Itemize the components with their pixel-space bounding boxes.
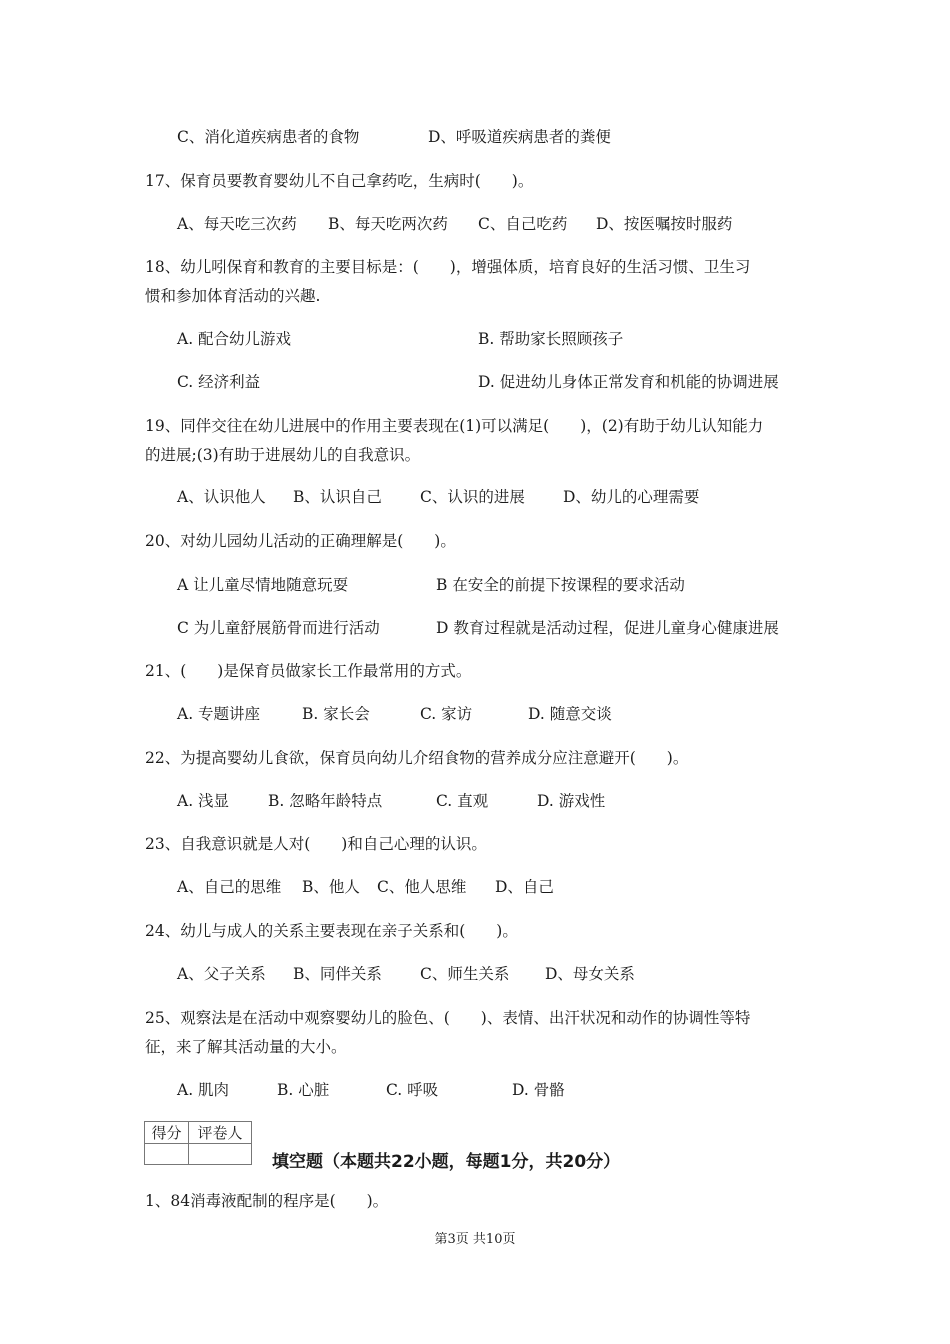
q22-option-a: A. 浅显	[177, 792, 230, 810]
q24-stem: 24、幼儿与成人的关系主要表现在亲子关系和( )。	[145, 922, 518, 940]
q25-option-b: B. 心脏	[277, 1081, 330, 1099]
q21-option-a: A. 专题讲座	[177, 705, 261, 723]
q25-option-d: D. 骨骼	[512, 1081, 565, 1099]
q25-stem-line2: 征，来了解其活动量的大小。	[145, 1038, 347, 1056]
q21-stem: 21、( )是保育员做家长工作最常用的方式。	[145, 662, 472, 680]
score-label: 得分	[145, 1122, 189, 1144]
q21-option-c: C. 家访	[420, 705, 473, 723]
q24-option-c: C、师生关系	[420, 965, 510, 983]
q25-option-a: A. 肌肉	[177, 1081, 230, 1099]
q17-stem: 17、保育员要教育婴幼儿不自己拿药吃，生病时( )。	[145, 172, 534, 190]
score-box	[144, 1121, 252, 1165]
q17-option-c: C、自己吃药	[478, 215, 568, 233]
q24-option-b: B、同伴关系	[293, 965, 382, 983]
q22-stem: 22、为提高婴幼儿食欲，保育员向幼儿介绍食物的营养成分应注意避开( )。	[145, 749, 689, 767]
q18-option-d: D. 促进幼儿身体正常发育和机能的协调进展	[478, 373, 779, 391]
q18-option-b: B. 帮助家长照顾孩子	[478, 330, 624, 348]
q19-stem-line1: 19、同伴交往在幼儿进展中的作用主要表现在(1)可以满足( )，(2)有助于幼儿认知能力	[145, 417, 764, 435]
q21-option-d: D. 随意交谈	[528, 705, 612, 723]
q20-option-d: D 教育过程就是活动过程，促进儿童身心健康进展	[436, 619, 779, 637]
q19-option-a: A、认识他人	[177, 488, 266, 506]
q19-option-c: C、认识的进展	[420, 488, 525, 506]
page-footer: 第3页 共10页	[434, 1232, 516, 1247]
q19-stem-line2: 的进展;(3)有助于进展幼儿的自我意识。	[145, 446, 421, 464]
grader-label: 评卷人	[189, 1122, 252, 1144]
q22-option-b: B. 忽略年龄特点	[268, 792, 383, 810]
q21-option-b: B. 家长会	[302, 705, 370, 723]
q16-option-d: D、呼吸道疾病患者的粪便	[428, 128, 611, 146]
score-cell	[145, 1144, 189, 1165]
q22-option-d: D. 游戏性	[537, 792, 606, 810]
q18-option-c: C. 经济利益	[177, 373, 261, 391]
q23-option-b: B、他人	[302, 878, 360, 896]
q23-stem: 23、自我意识就是人对( )和自己心理的认识。	[145, 835, 487, 853]
q17-option-d: D、按医嘱按时服药	[596, 215, 733, 233]
q24-option-a: A、父子关系	[177, 965, 266, 983]
q23-option-c: C、他人思维	[377, 878, 467, 896]
q18-stem-line1: 18、幼儿吲保育和教育的主要目标是：( )，增强体质，培育良好的生活习惯、卫生习	[145, 258, 751, 276]
q22-option-c: C. 直观	[436, 792, 489, 810]
fill-question-1: 1、84消毒液配制的程序是( )。	[145, 1192, 389, 1210]
q17-option-b: B、每天吃两次药	[328, 215, 448, 233]
section-title: 填空题（本题共22小题，每题1分，共20分）	[272, 1152, 621, 1172]
q19-option-d: D、幼儿的心理需要	[563, 488, 700, 506]
q18-option-a: A. 配合幼儿游戏	[177, 330, 292, 348]
q16-option-c: C、消化道疾病患者的食物	[177, 128, 360, 146]
q25-stem-line1: 25、观察法是在活动中观察婴幼儿的脸色、( )、表情、出汗状况和动作的协调性等特	[145, 1009, 751, 1027]
q18-stem-line2: 惯和参加体育活动的兴趣.	[145, 287, 321, 305]
q20-option-a: A 让儿童尽情地随意玩耍	[177, 576, 349, 594]
q20-option-c: C 为儿童舒展筋骨而进行活动	[177, 619, 380, 637]
q25-option-c: C. 呼吸	[386, 1081, 439, 1099]
q24-option-d: D、母女关系	[545, 965, 635, 983]
grader-cell	[189, 1144, 252, 1165]
q19-option-b: B、认识自己	[293, 488, 382, 506]
q20-stem: 20、对幼儿园幼儿活动的正确理解是( )。	[145, 532, 456, 550]
q17-option-a: A、每天吃三次药	[177, 215, 297, 233]
q20-option-b: B 在安全的前提下按课程的要求活动	[436, 576, 685, 594]
q23-option-d: D、自己	[495, 878, 554, 896]
q23-option-a: A、自己的思维	[177, 878, 282, 896]
